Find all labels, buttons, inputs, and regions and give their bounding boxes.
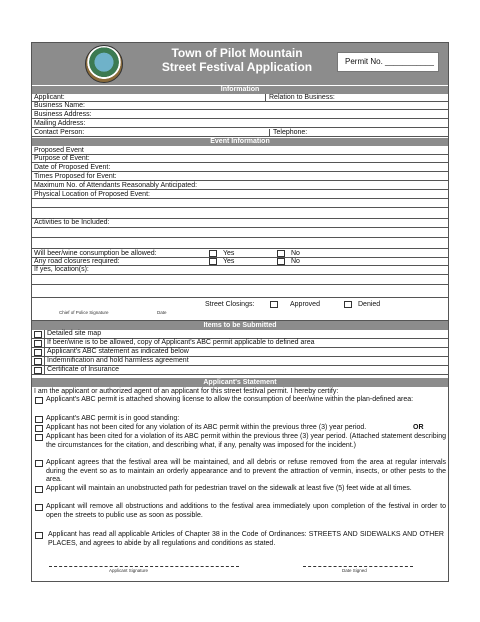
divider [44, 348, 45, 357]
beer-wine-label: Will beer/wine consumption be allowed: [34, 250, 157, 257]
form-title: Street Festival Application [161, 60, 313, 74]
proposed-event-row[interactable] [32, 147, 448, 155]
applicant-label: Applicant: [34, 94, 65, 101]
attendants-label: Maximum No. of Attendants Reasonably Anticipated: [34, 182, 198, 189]
submission-label: Applicant's ABC statement as indicated below [47, 348, 189, 355]
submission-checkbox[interactable] [34, 358, 42, 365]
statement-item: Applicant agrees that the festival area will be maintained, and all debris or refuse removed from the area at regular intervals during the event so as to maintain an orderly appearance and to prevent the attraction of vermin, insects, or other pests to the area. [46, 459, 446, 483]
divider [44, 357, 45, 366]
statement-checkbox[interactable] [35, 504, 43, 511]
contact-label: Contact Person: [34, 129, 85, 136]
relation-label: Relation to Business: [269, 94, 335, 101]
submission-checkbox[interactable] [34, 340, 42, 347]
contact-row[interactable] [32, 129, 448, 137]
chief-date-label: Date [157, 310, 167, 315]
submission-checkbox[interactable] [34, 367, 42, 374]
if-yes-label: If yes, location(s): [34, 266, 89, 273]
no-label: No [291, 258, 300, 265]
submission-checkbox[interactable] [34, 349, 42, 356]
if-yes-row[interactable] [32, 266, 448, 275]
location-extra-row[interactable] [32, 209, 448, 219]
statement-item: Applicant has not been cited for any violation of its ABC permit within the previous three (3) year period. [46, 424, 367, 431]
no-label: No [291, 250, 300, 257]
location-row[interactable] [32, 191, 448, 199]
applicant-signature-label: Applicant Signature [109, 568, 149, 573]
application-form [31, 42, 449, 582]
statement-checkbox[interactable] [35, 425, 43, 432]
divider [44, 339, 45, 348]
submission-label: If beer/wine is to be allowed, copy of Applicant's ABC permit applicable to defined area [47, 339, 315, 346]
statement-checkbox[interactable] [35, 416, 43, 423]
statement-item: Applicant will maintain an unobstructed path for pedestrian travel on the sidewalk at least five (5) feet wide at all times. [46, 485, 412, 492]
applicant-signature-line[interactable] [49, 566, 239, 567]
town-seal-icon [85, 45, 123, 83]
final-checkbox[interactable] [35, 532, 43, 539]
statement-item: Applicant has been cited for a violation of its ABC permit within the previous three (3) year period. (Attached statement describing the circumstances for the citation, and describing what, if any, penalty was imposed for the incident.) [46, 433, 446, 449]
street-closings-row [32, 298, 448, 321]
statement-checkbox[interactable] [35, 486, 43, 493]
purpose-label: Purpose of Event: [34, 155, 90, 162]
submission-item [32, 348, 448, 357]
attendants-row[interactable] [32, 182, 448, 190]
date-signed-label: Date Signed [342, 568, 367, 573]
yes-label: Yes [223, 258, 235, 265]
divider [265, 94, 266, 102]
telephone-label: Telephone: [273, 129, 308, 136]
activities-extra-row[interactable] [32, 228, 448, 238]
activities-label: Activities to be Included: [34, 219, 110, 226]
section-event: Event Information [32, 138, 448, 146]
submission-item [32, 366, 448, 375]
submission-item [32, 357, 448, 366]
business-name-label: Business Name: [34, 102, 85, 109]
closures-no-checkbox[interactable] [277, 258, 285, 265]
purpose-row[interactable] [32, 155, 448, 163]
submission-label: Certificate of Insurance [47, 366, 119, 373]
statement-checkbox[interactable] [35, 397, 43, 404]
approved-checkbox[interactable] [270, 301, 278, 308]
street-closings-label: Street Closings: [205, 301, 255, 308]
closures-row [32, 258, 448, 266]
mailing-address-row[interactable] [32, 120, 448, 128]
statement-item: Applicant will remove all obstructions and additions to the festival area immediately upon completion of the festival in order to open the streets to public use as soon as possible. [46, 503, 446, 519]
submission-label: Detailed site map [47, 330, 102, 337]
if-yes-extra-row[interactable] [32, 275, 448, 285]
date-signed-line[interactable] [303, 566, 413, 567]
submission-item [32, 339, 448, 348]
beer-wine-row [32, 249, 448, 258]
date-label: Date of Proposed Event: [34, 164, 111, 171]
section-information: Information [32, 86, 448, 94]
statement-item: Applicant's ABC permit is attached showing license to allow the consumption of beer/wine within the plan-defined area: [46, 396, 414, 403]
statement-item: Applicant's ABC permit is in good standing: [46, 415, 180, 422]
final-statement: Applicant has read all applicable Articles of Chapter 38 in the Code of Ordinances: STREETS AND SIDEWALKS AND OTHER PLACES, and agrees to abide by all regulations and conditions as stated. [48, 531, 444, 547]
statement-intro: I am the applicant or authorized agent of an applicant for this street festival permit. I hereby certify: [34, 388, 339, 395]
closures-yes-checkbox[interactable] [209, 258, 217, 265]
denied-label: Denied [358, 301, 381, 308]
or-label: OR [413, 424, 424, 431]
submission-checkbox[interactable] [34, 331, 42, 338]
if-yes-extra-row[interactable] [32, 285, 448, 298]
times-label: Times Proposed for Event: [34, 173, 117, 180]
business-address-label: Business Address: [34, 111, 92, 118]
business-name-row[interactable] [32, 102, 448, 110]
divider [44, 366, 45, 375]
beer-wine-yes-checkbox[interactable] [209, 250, 217, 257]
date-row[interactable] [32, 164, 448, 172]
closures-label: Any road closures required: [34, 258, 120, 265]
yes-label: Yes [223, 250, 235, 257]
divider [269, 129, 270, 137]
times-row[interactable] [32, 173, 448, 181]
town-name: Town of Pilot Mountain [171, 46, 303, 60]
form-header [32, 43, 448, 85]
location-label: Physical Location of Proposed Event: [34, 191, 150, 198]
approved-label: Approved [290, 301, 320, 308]
section-items: Items to be Submitted [32, 321, 448, 330]
denied-checkbox[interactable] [344, 301, 352, 308]
submission-item [32, 330, 448, 339]
chief-signature-label: Chief of Police Signature [59, 310, 109, 315]
activities-row[interactable] [32, 219, 448, 228]
business-address-row[interactable] [32, 111, 448, 119]
proposed-event-label: Proposed Event [34, 147, 84, 154]
statement-checkbox[interactable] [35, 460, 43, 467]
mailing-address-label: Mailing Address: [34, 120, 86, 127]
permit-number-field[interactable]: Permit No. ___________ [337, 52, 439, 72]
section-statement: Applicant's Statement [32, 378, 448, 387]
divider [44, 330, 45, 339]
submission-label: Indemnification and hold harmless agreement [47, 357, 189, 364]
applicant-row[interactable] [32, 94, 448, 102]
activities-extra-row[interactable] [32, 238, 448, 249]
statement-checkbox[interactable] [35, 434, 43, 441]
beer-wine-no-checkbox[interactable] [277, 250, 285, 257]
location-extra-row[interactable] [32, 200, 448, 208]
